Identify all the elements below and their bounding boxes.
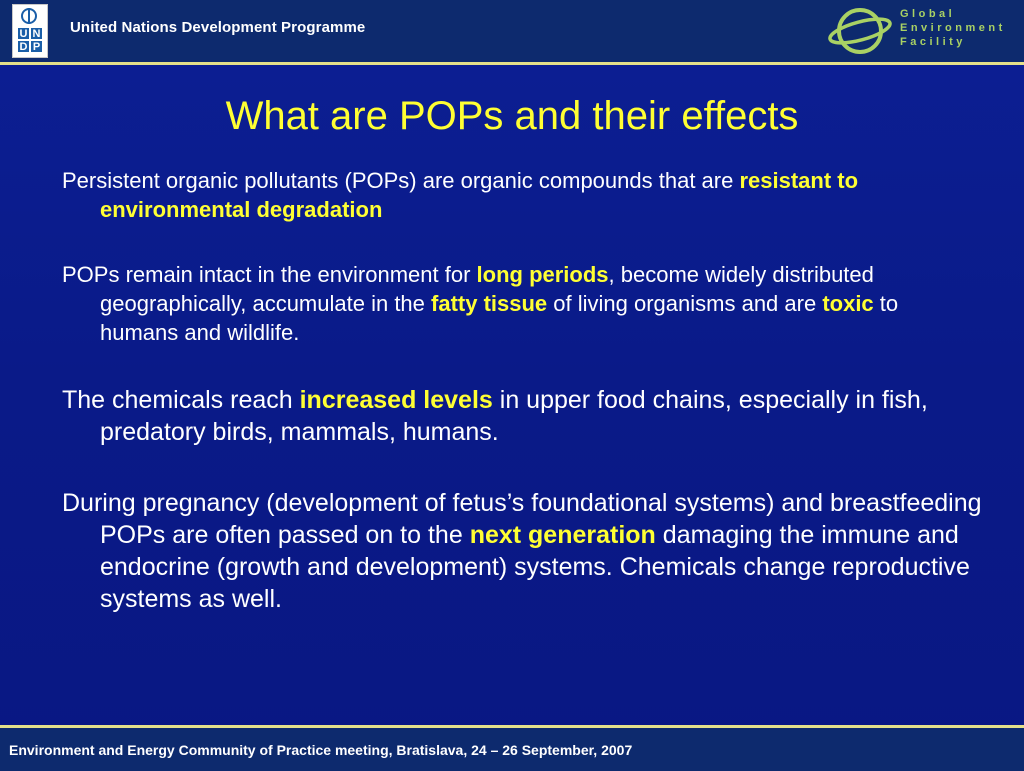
highlight-increased-levels: increased levels (299, 386, 493, 414)
paragraph-text: damaging the immune and endocrine (growth and development) systems. Chemicals change reproductive systems as well. (100, 521, 970, 613)
undp-logo (12, 4, 48, 58)
slide-title: What are POPs and their effects (225, 94, 799, 138)
highlight-resistant: resistant to environmental degradation (100, 168, 859, 222)
paragraph-persistence (62, 260, 982, 347)
paragraph-definition (62, 166, 982, 224)
organization-title: United Nations Development Programme (70, 19, 366, 36)
undp-logo-letter-d: D (17, 40, 30, 53)
paragraph-text: POPs remain intact in the environment for (62, 262, 477, 287)
gef-line-facility: Facility (900, 36, 966, 48)
gef-line-global: Global (900, 8, 956, 20)
paragraph-text: During pregnancy (development of fetus’s foundational systems) and breastfeeding POPs are often passed on to the (62, 489, 982, 549)
paragraph-text: , become widely distributed geographically, accumulate in the (100, 262, 874, 316)
paragraph-text: to humans and wildlife. (100, 291, 899, 345)
undp-logo-letter-p: P (30, 40, 43, 53)
paragraph-text: The chemicals reach (62, 386, 300, 414)
gef-wordmark (900, 7, 1006, 49)
undp-logo-letter-u: U (17, 27, 30, 40)
gef-line-environment: Environment (900, 22, 1006, 34)
paragraph-text: Persistent organic pollutants (POPs) are organic compounds that are (62, 168, 740, 193)
paragraph-text: in upper food chains, especially in fish, predatory birds, mammals, humans. (100, 386, 928, 446)
header-bar (0, 0, 1024, 65)
highlight-toxic: toxic (822, 291, 874, 316)
highlight-next-generation: next generation (469, 521, 656, 549)
footer-bar (0, 725, 1024, 771)
paragraph-text: of living organisms and are (547, 291, 823, 316)
gef-globe-icon (828, 10, 893, 52)
highlight-fatty-tissue: fatty tissue (431, 291, 548, 316)
footer-text: Environment and Energy Community of Practice meeting, Bratislava, 24 – 26 September, 2007 (9, 742, 633, 758)
undp-logo-letter-n: N (30, 27, 43, 40)
paragraph-food-chain (62, 384, 982, 448)
slide-body (62, 166, 982, 615)
highlight-long-periods: long periods (476, 262, 609, 287)
paragraph-pregnancy (62, 487, 982, 615)
un-emblem-icon (21, 8, 37, 24)
